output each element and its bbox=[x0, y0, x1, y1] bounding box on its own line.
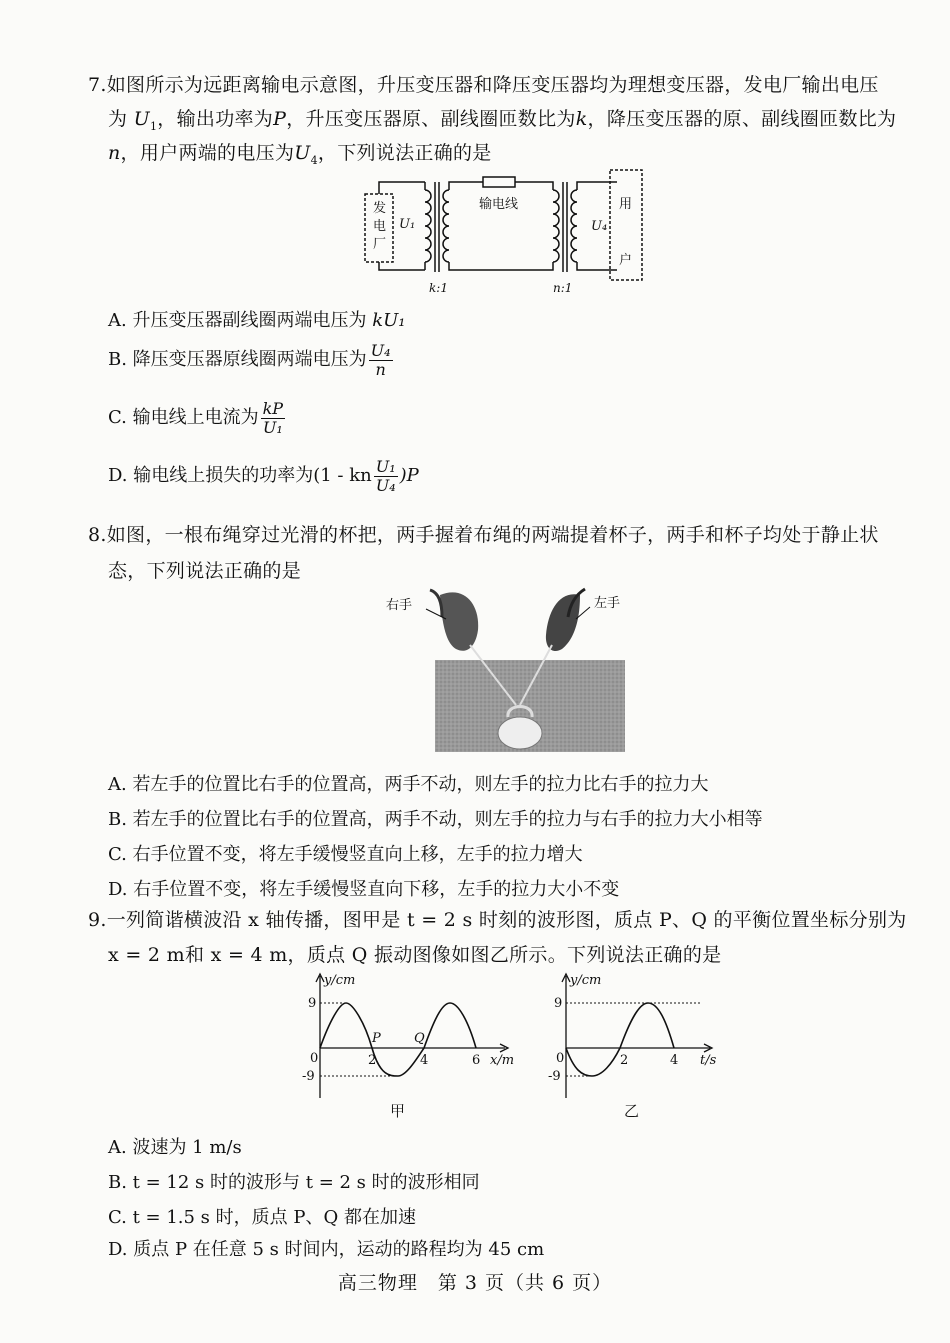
q7-text-2a: 为 bbox=[108, 108, 128, 130]
q7-text-2c: ，升压变压器原、副线圈匝数比为 bbox=[286, 108, 576, 130]
q8-line-1 bbox=[88, 520, 879, 547]
frac-num: U₁ bbox=[375, 457, 396, 476]
q7-line-1 bbox=[88, 70, 879, 97]
q7-text-2b: ，输出功率为 bbox=[157, 108, 274, 130]
xlabel-a: x/m bbox=[490, 1053, 515, 1068]
q9-option-b: B. t = 12 s 时的波形与 t = 2 s 时的波形相同 bbox=[108, 1172, 480, 1193]
q9-option-d: D. 质点 P 在任意 5 s 时间内，运动的路程均为 45 cm bbox=[108, 1239, 545, 1260]
transmission-line-label: 输电线 bbox=[479, 197, 519, 212]
q9-text-1: 一列简谐横波沿 x 轴传播，图甲是 t = 2 s 时刻的波形图，质点 P、Q 的平衡位置坐标分别为 bbox=[106, 909, 907, 931]
q9-option-c: C. t = 1.5 s 时，质点 P、Q 都在加速 bbox=[108, 1207, 416, 1228]
right-hand-label: 右手 bbox=[386, 598, 413, 613]
caption-b: 乙 bbox=[624, 1102, 640, 1120]
frac-den: U₄ bbox=[375, 475, 396, 495]
page-footer: 高三物理 第 3 页（共 6 页） bbox=[337, 1272, 613, 1294]
line-resistor bbox=[483, 177, 515, 187]
q7-option-b-fraction bbox=[369, 342, 393, 378]
q9-option-a: A. 波速为 1 m/s bbox=[108, 1137, 242, 1158]
q7-option-b-text: B. 降压变压器原线圈两端电压为 bbox=[108, 349, 367, 371]
frac-num: kP bbox=[262, 399, 284, 418]
frac-den: n bbox=[375, 359, 386, 379]
q7-option-a-text: A. 升压变压器副线圈两端电压为 bbox=[108, 310, 367, 331]
q7-option-c-text: C. 输电线上电流为 bbox=[108, 407, 259, 429]
left-hand-label: 左手 bbox=[594, 596, 621, 611]
frac-num: U₄ bbox=[370, 341, 391, 360]
q7-option-c-fraction bbox=[261, 400, 285, 436]
right-hand bbox=[440, 592, 478, 650]
u4-label: U₄ bbox=[591, 219, 608, 234]
ratio-n-label: n:1 bbox=[553, 281, 573, 295]
q7-option-c bbox=[108, 400, 287, 436]
ylabel-a: y/cm bbox=[324, 973, 356, 988]
caption-a: 甲 bbox=[390, 1102, 406, 1120]
q7-option-d-text: D. 输电线上损失的功率为(1 - kn bbox=[108, 465, 372, 487]
q7-number: 7. bbox=[88, 74, 107, 96]
xlabel-b: t/s bbox=[700, 1053, 717, 1068]
q7-line-3: n，用户两端的电压为$U_4$，下列说法正确的是 bbox=[108, 142, 492, 167]
ratio-k-label: k:1 bbox=[429, 281, 448, 295]
q7-line-2: 为 $U_1$，输出功率为P，升压变压器原、副线圈匝数比为k，降压变压器的原、副线圈匝数比为 bbox=[108, 108, 897, 133]
user-label-2: 户 bbox=[619, 253, 633, 268]
q8-option-c: C. 右手位置不变，将左手缓慢竖直向上移，左手的拉力增大 bbox=[108, 844, 583, 865]
ytick-b-9: 9 bbox=[554, 996, 563, 1011]
left-hand bbox=[546, 594, 580, 651]
q7-text-1: 如图所示为远距离输电示意图，升压变压器和降压变压器均为理想变压器，发电厂输出电压 bbox=[106, 74, 879, 96]
q8-number: 8. bbox=[88, 524, 107, 546]
q7-option-a-expr: kU₁ bbox=[372, 310, 406, 331]
origin-b: 0 bbox=[556, 1051, 565, 1066]
user-label-1: 用 bbox=[619, 197, 633, 212]
step-down-primary-coil bbox=[553, 190, 559, 262]
xtick-a-6: 6 bbox=[472, 1053, 481, 1068]
q9-number: 9. bbox=[88, 909, 107, 931]
transmission-diagram bbox=[355, 168, 655, 298]
q7-text-2d: ，降压变压器的原、副线圈匝数比为 bbox=[587, 108, 897, 130]
xtick-a-4: 4 bbox=[420, 1053, 429, 1068]
plant-label-2: 电 bbox=[373, 219, 387, 234]
q9-line-2: x = 2 m和 x = 4 m，质点 Q 振动图像如图乙所示。下列说法正确的是 bbox=[108, 944, 722, 966]
q8-option-d: D. 右手位置不变，将左手缓慢竖直向下移，左手的拉力大小不变 bbox=[108, 879, 620, 900]
wave-graph-a bbox=[290, 970, 530, 1120]
wave-curve-a bbox=[320, 1003, 476, 1076]
q7-option-d bbox=[108, 458, 419, 494]
ytick-b-neg9: -9 bbox=[548, 1069, 561, 1084]
q8-option-b: B. 若左手的位置比右手的位置高，两手不动，则左手的拉力与右手的拉力大小相等 bbox=[108, 809, 763, 830]
xtick-a-2: 2 bbox=[368, 1053, 377, 1068]
cup bbox=[498, 717, 542, 749]
q8-text-1: 如图，一根布绳穿过光滑的杯把，两手握着布绳的两端提着杯子，两手和杯子均处于静止状 bbox=[106, 524, 879, 546]
plant-label-3: 厂 bbox=[373, 237, 387, 252]
wave-graph-b bbox=[540, 970, 740, 1120]
step-up-primary-coil bbox=[425, 190, 431, 262]
q7-text-3a: ，用户两端的电压为 bbox=[120, 142, 295, 164]
xtick-b-2: 2 bbox=[620, 1053, 629, 1068]
q7-text-3b: ，下列说法正确的是 bbox=[317, 142, 492, 164]
q7-option-a bbox=[108, 306, 405, 332]
ytick-a-9: 9 bbox=[308, 996, 317, 1011]
step-down-secondary-coil bbox=[571, 190, 577, 262]
q8-line-2: 态，下列说法正确的是 bbox=[108, 560, 302, 582]
u1-label: U₁ bbox=[399, 217, 416, 232]
point-p-label: P bbox=[372, 1031, 381, 1046]
q7-option-d-end: )P bbox=[399, 465, 419, 487]
step-up-secondary-coil bbox=[443, 190, 449, 262]
ylabel-b: y/cm bbox=[570, 973, 602, 988]
plant-label-1: 发 bbox=[373, 201, 387, 216]
xtick-b-4: 4 bbox=[670, 1053, 679, 1068]
q8-option-a: A. 若左手的位置比右手的位置高，两手不动，则左手的拉力比右手的拉力大 bbox=[108, 774, 709, 795]
q7-option-d-fraction bbox=[374, 458, 398, 494]
origin-a: 0 bbox=[310, 1051, 319, 1066]
q7-option-b bbox=[108, 342, 395, 378]
ytick-a-neg9: -9 bbox=[302, 1069, 315, 1084]
q9-line-1 bbox=[88, 905, 907, 932]
point-q-label: Q bbox=[414, 1031, 425, 1046]
cup-photo bbox=[380, 585, 650, 755]
frac-den: U₁ bbox=[262, 417, 283, 437]
